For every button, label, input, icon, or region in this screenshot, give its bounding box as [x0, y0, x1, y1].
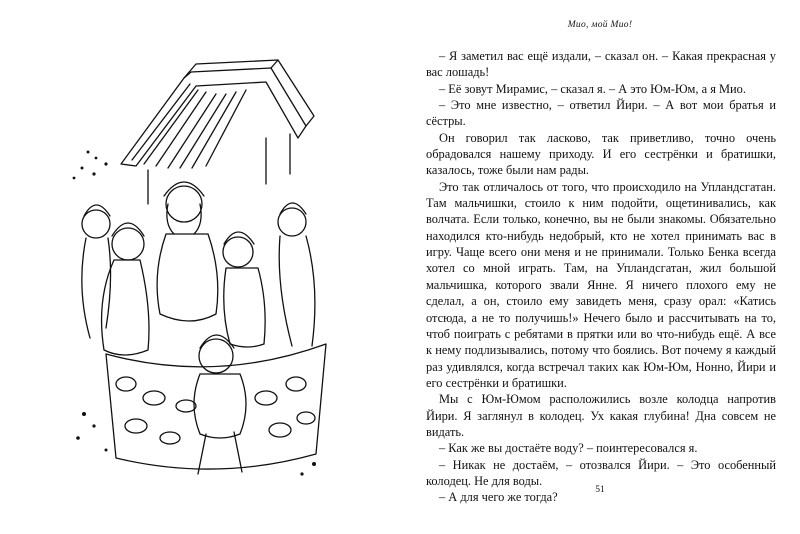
paragraph: – Никак не достаём, – отозвался Йири. – Это особенный колодец. Не для воды. [426, 457, 776, 488]
paragraph: – Это мне известно, – ответил Йири. – А вот мои братья и сёстры. [426, 98, 776, 129]
ground-pebbles [73, 151, 316, 476]
paragraph: Это так отличалось от того, что происходило на Упландсгатан. Там мальчишки, стоило к ним подойти, ощетинивались, как волчата. Если только, конечно, вы не были знакомы. Обязательно находился кто-нибудь недобрый, кто не хотел принимать вас в игру. Чаще всего они меня и не принимали. Только Бенка всегда хотел со мной играть. Там, на Упландсгатан, жил большой мальчишка, которого звали Янне. Я ничего плохого ему не сделал, а он, стоило ему завидеть меня, сразу орал: «Катись отсюда, а не то получишь!» Нечего было и рассчитывать на то, чтоб поиграть с ребятами в прятки или во что-нибудь ещё. А все к нему подлизывались, потому что боялись. Вот почему я каждый раз удивлялся, когда встречал таких как Юм-Юм, Нонно, Йири и его сестрёнки и братишки. [426, 179, 776, 390]
paragraph: – А для чего же тогда? [439, 490, 558, 505]
children-figures [82, 182, 315, 474]
paragraph: Мы с Юм-Юмом расположились возле колодца напротив Йири. Я заглянул в колодец. Ух какая глубина! Дна совсем не видать. [426, 392, 776, 439]
body-text [426, 48, 776, 506]
paragraph: – Её зовут Мирамис, – сказал я. – А это Юм-Юм, а я Мио. [439, 81, 746, 96]
paragraph: – Я заметил вас ещё издали, – сказал он. – Какая прекрасная у вас лошадь! [426, 49, 776, 80]
right-page [400, 0, 800, 534]
paragraph: – Как же вы достаёте воду? – поинтересовался я. [439, 441, 698, 456]
paragraph: Он говорил так ласково, так приветливо, точно очень обрадовался нашему приходу. И его сестрёнки и братишки, казалось, тоже были нам рады. [426, 130, 776, 178]
children-at-well-illustration [66, 54, 336, 484]
running-head: Мио, мой Мио! [567, 20, 633, 30]
page-number: 51 [595, 485, 605, 495]
well-stones [106, 344, 326, 469]
